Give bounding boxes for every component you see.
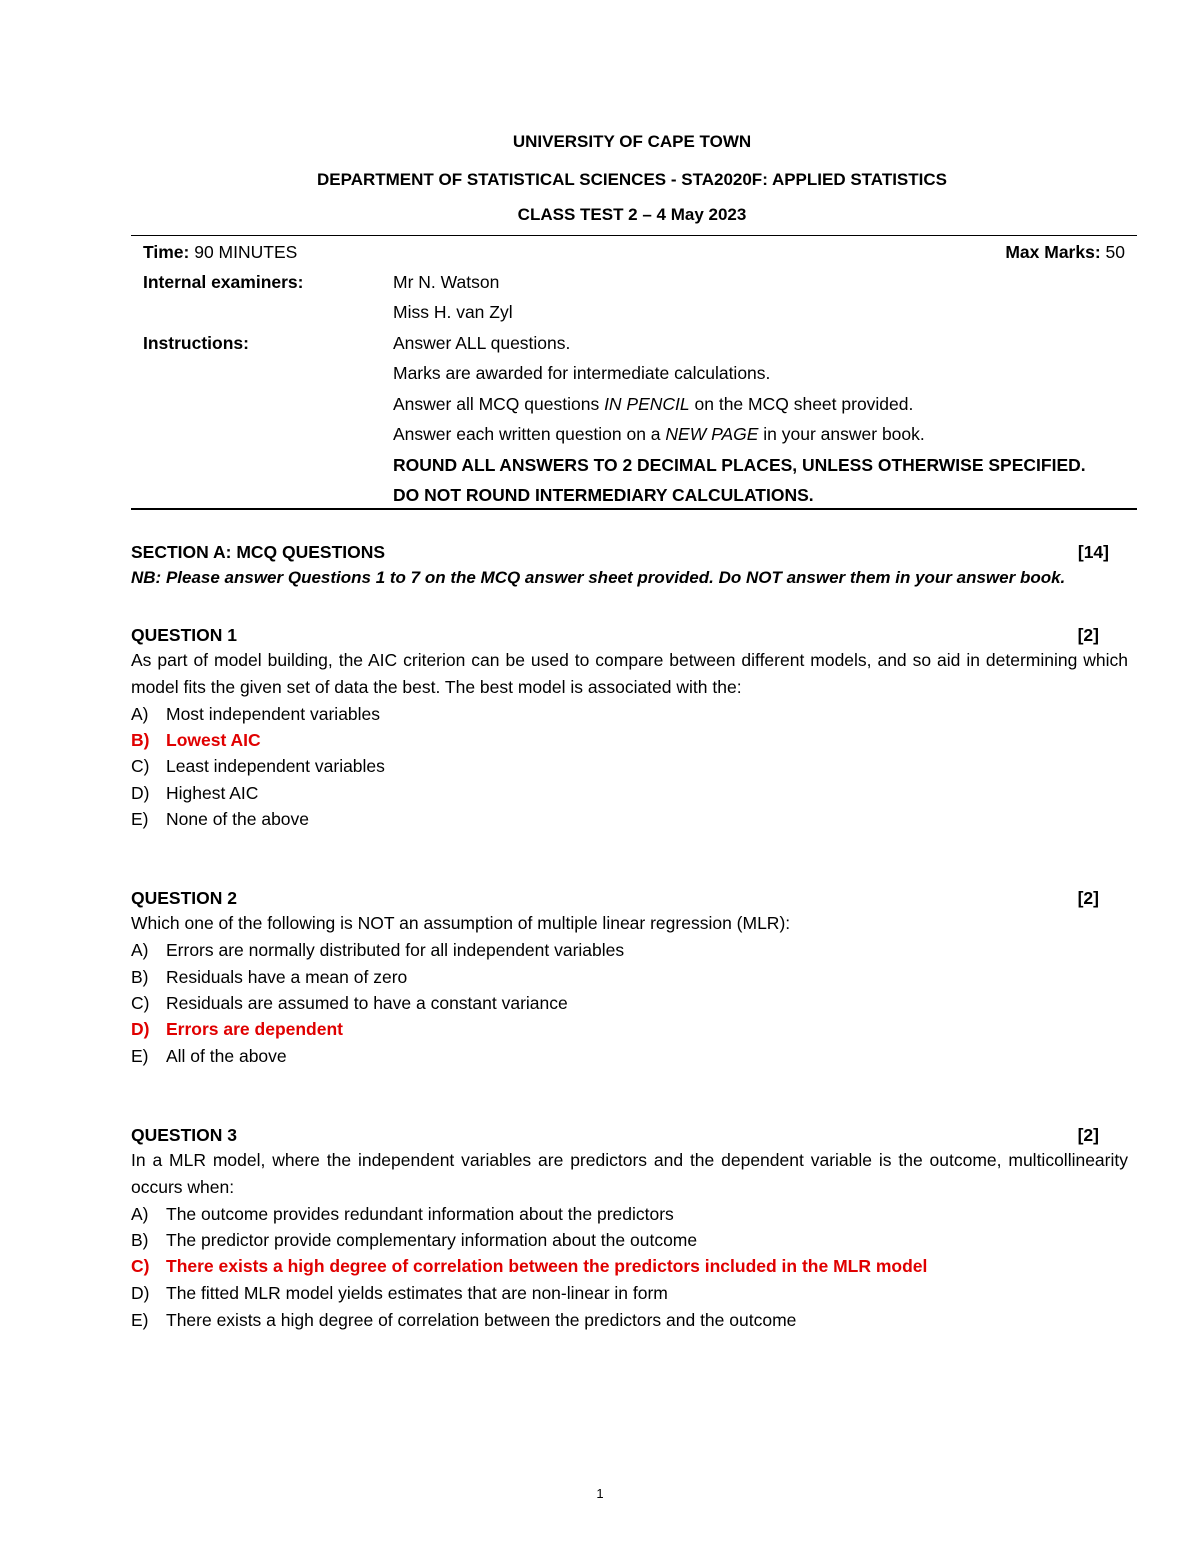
option-letter: B) [131,967,149,987]
examiner-2: Miss H. van Zyl [393,302,513,322]
option-text: There exists a high degree of correlation between the predictors included in the MLR model [166,1256,928,1276]
question-2-heading [131,888,1099,909]
instruction-5: ROUND ALL ANSWERS TO 2 DECIMAL PLACES, UNLESS OTHERWISE SPECIFIED. [393,455,1086,475]
question-1-heading [131,625,1099,646]
question-2-option-c [131,993,568,1014]
question-2-option-a [131,940,624,961]
question-1-option-e [131,809,309,830]
instruction-4 [393,424,925,445]
examiner-1: Mr N. Watson [393,272,500,292]
option-text: The predictor provide complementary information about the outcome [166,1230,698,1250]
option-text: There exists a high degree of correlation between the predictors and the outcome [166,1310,797,1330]
question-2-option-d-answer [131,1019,343,1040]
option-text: Lowest AIC [166,730,261,750]
question-3-option-c-answer [131,1256,927,1277]
option-letter: D) [131,783,150,803]
examiners-label: Internal examiners: [143,272,304,292]
option-text: Residuals have a mean of zero [166,967,408,987]
max-marks-value: 50 [1100,242,1125,262]
question-1-option-d [131,783,258,804]
question-3-option-a [131,1204,674,1225]
question-2-option-b [131,967,407,988]
time-value: 90 MINUTES [189,242,298,262]
department-title: DEPARTMENT OF STATISTICAL SCIENCES - STA2020F: APPLIED STATISTICS [317,170,947,189]
question-1-option-c [131,756,385,777]
question-3-option-d [131,1283,668,1304]
option-letter: D) [131,1283,150,1303]
option-letter: E) [131,1310,149,1330]
header-top-rule [131,235,1137,236]
section-a-marks: [14] [1077,542,1109,562]
option-letter: C) [131,1256,150,1276]
university-title: UNIVERSITY OF CAPE TOWN [512,132,752,151]
question-1-option-a [131,704,380,725]
option-letter: A) [131,1204,149,1224]
question-2-text: Which one of the following is NOT an assumption of multiple linear regression (MLR): [131,913,791,933]
option-letter: D) [131,1019,150,1039]
instruction-3-part-c: on the MCQ sheet provided. [689,394,914,414]
question-3-heading [131,1125,1099,1146]
question-3-option-e [131,1310,796,1331]
option-letter: E) [131,1046,149,1066]
instruction-3 [393,394,913,415]
question-1-option-b-answer [131,730,261,751]
section-a-heading [131,542,1109,563]
option-text: Residuals are assumed to have a constant variance [166,993,568,1013]
option-text: Most independent variables [166,704,381,724]
option-text: All of the above [166,1046,287,1066]
instructions-label: Instructions: [143,333,249,353]
section-a-note: NB: Please answer Questions 1 to 7 on the MCQ answer sheet provided. Do NOT answer them in your answer book. [131,568,1066,587]
option-text: Highest AIC [166,783,259,803]
max-marks-label: Max Marks: [1005,242,1101,262]
question-2-option-e [131,1046,287,1067]
question-3-marks: [2] [1077,1125,1099,1145]
instruction-3-emphasis: IN PENCIL [604,394,690,414]
option-letter: E) [131,809,149,829]
option-text: Least independent variables [166,756,385,776]
question-3-title: QUESTION 3 [131,1125,237,1145]
question-1-marks: [2] [1077,625,1099,645]
section-a-title: SECTION A: MCQ QUESTIONS [131,542,386,562]
option-letter: A) [131,940,149,960]
time-line [143,242,297,263]
question-2-title: QUESTION 2 [131,888,237,908]
instruction-4-emphasis: NEW PAGE [665,424,759,444]
max-marks-line [1005,242,1125,263]
option-text: Errors are normally distributed for all independent variables [166,940,625,960]
question-1-title: QUESTION 1 [131,625,237,645]
instruction-2: Marks are awarded for intermediate calculations. [393,363,771,383]
instruction-6: DO NOT ROUND INTERMEDIARY CALCULATIONS. [393,485,814,505]
option-letter: A) [131,704,149,724]
option-text: None of the above [166,809,310,829]
instruction-4-part-c: in your answer book. [758,424,925,444]
option-letter: B) [131,730,150,750]
option-letter: C) [131,993,150,1013]
instruction-4-part-a: Answer each written question on a [393,424,666,444]
option-text: Errors are dependent [166,1019,343,1039]
test-title: CLASS TEST 2 – 4 May 2023 [517,205,747,224]
option-text: The outcome provides redundant information about the predictors [166,1204,674,1224]
header-bottom-rule [131,508,1137,510]
question-3-option-b [131,1230,697,1251]
page-number: 1 [596,1486,604,1501]
time-label: Time: [143,242,190,262]
option-letter: C) [131,756,150,776]
question-1-text: As part of model building, the AIC criterion can be used to compare between different models, and so aid in determining which model fits the given set of data the best. The best model is associated with the: [131,650,1128,697]
option-text: The fitted MLR model yields estimates that are non-linear in form [166,1283,668,1303]
instruction-1: Answer ALL questions. [393,333,571,353]
option-letter: B) [131,1230,149,1250]
question-3-text: In a MLR model, where the independent variables are predictors and the dependent variable is the outcome, multicollinearity occurs when: [131,1150,1128,1197]
instruction-3-part-a: Answer all MCQ questions [393,394,605,414]
question-2-marks: [2] [1077,888,1099,908]
